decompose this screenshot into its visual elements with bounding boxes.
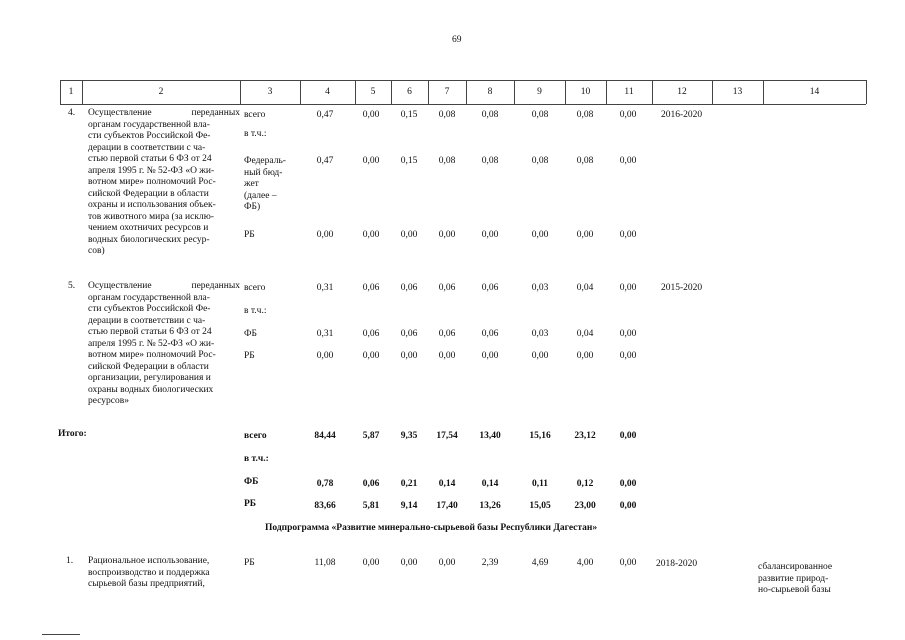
header-top-border <box>60 80 866 81</box>
result-line: развитие природ- <box>758 573 829 584</box>
value-cell: 0,08 <box>531 110 549 120</box>
row-5-src-fb: ФБ <box>244 329 257 339</box>
value-cell: 0,00 <box>438 230 456 240</box>
value-cell: 0,00 <box>619 156 637 166</box>
value-cell: 0,03 <box>531 329 549 339</box>
value-cell: 0,06 <box>400 329 418 339</box>
value-cell: 0,06 <box>362 329 380 339</box>
src-line: ный бюд- <box>244 167 283 178</box>
title-line: апреля 1995 г. № 52-ФЗ «О жи- <box>88 165 215 176</box>
value-cell: 0,06 <box>438 283 456 293</box>
value-cell: 0,14 <box>481 479 499 489</box>
title-line: стью первой статьи 6 ФЗ от 24 <box>88 327 212 337</box>
row-4-src-rb: РБ <box>244 230 255 240</box>
value-cell: 0,06 <box>362 283 380 293</box>
value-cell: 0,00 <box>619 431 637 441</box>
value-cell: 2,39 <box>481 558 499 568</box>
value-cell: 0,08 <box>576 156 594 166</box>
value-cell: 0,00 <box>438 351 456 361</box>
header-cell-9: 9 <box>537 87 542 97</box>
title-line: воспроизводство и поддержка <box>88 567 210 578</box>
value-cell: 0,00 <box>400 558 418 568</box>
row-5-src-total: всего <box>244 283 266 293</box>
value-cell: 0,00 <box>362 110 380 120</box>
header-cell-12: 12 <box>677 87 687 97</box>
value-cell: 0,08 <box>481 110 499 120</box>
value-cell: 0,00 <box>400 351 418 361</box>
value-cell: 0,00 <box>400 230 418 240</box>
title-line: чением охотничих ресурсов и <box>88 223 209 233</box>
value-cell: 5,87 <box>362 431 380 441</box>
value-cell: 13,40 <box>479 431 501 441</box>
result-line: сбалансированное <box>758 562 833 572</box>
row-1-number: 1. <box>66 556 74 566</box>
value-cell: 0,04 <box>576 283 594 293</box>
value-cell: 0,78 <box>316 479 334 489</box>
header-cell-10: 10 <box>580 87 591 97</box>
header-cell-3: 3 <box>267 87 273 97</box>
value-cell: 0,00 <box>531 351 549 361</box>
value-cell: 0,00 <box>619 479 637 489</box>
value-cell: 9,35 <box>400 431 418 441</box>
title-line: Осуществление переданных <box>88 108 240 118</box>
title-line: сырьевой базы предприятий, <box>88 579 205 589</box>
title-line: апреля 1995 г. № 52-ФЗ «О жи- <box>88 338 215 349</box>
header-cell-6: 6 <box>407 87 412 97</box>
header-cell-14: 14 <box>809 87 820 97</box>
value-cell: 4,00 <box>576 558 594 568</box>
header-cell-13: 13 <box>732 87 743 97</box>
value-cell: 0,00 <box>619 558 637 568</box>
value-cell: 0,00 <box>362 351 380 361</box>
value-cell: 0,00 <box>619 501 637 511</box>
header-cell-8: 8 <box>487 87 493 97</box>
title-line: органам государственной вла- <box>88 119 210 130</box>
value-cell: 0,00 <box>362 156 380 166</box>
title-line: сийской Федерации в области <box>88 361 209 372</box>
row-4-src-fed <box>244 156 286 214</box>
row-4-period: 2016-2020 <box>661 110 703 120</box>
row-4-number: 4. <box>68 108 76 118</box>
row-1-src: РБ <box>244 558 255 568</box>
value-cell: 0,14 <box>438 479 456 489</box>
value-cell: 0,00 <box>362 558 380 568</box>
src-line: жет <box>244 179 259 189</box>
title-line: охраны водных биологических <box>88 384 214 395</box>
value-cell: 0,00 <box>619 110 637 120</box>
value-cell: 0,00 <box>362 230 380 240</box>
title-line: организации, регулирования и <box>88 373 211 383</box>
row-5-src-incl: в т.ч.: <box>244 306 267 316</box>
title-line: вотном мире» полномочий Рос- <box>88 350 216 360</box>
value-cell: 0,00 <box>316 230 334 240</box>
page-number: 69 <box>452 35 462 45</box>
value-cell: 15,05 <box>529 501 551 511</box>
itogo-src-total: всего <box>244 431 267 441</box>
title-line: охраны и использования объек- <box>88 200 216 210</box>
row-5-src-rb: РБ <box>244 351 255 361</box>
value-cell: 0,00 <box>481 351 499 361</box>
title-line: сти субъектов Российской Фе- <box>88 304 211 314</box>
title-line: сийской Федерации в области <box>88 188 209 199</box>
value-cell: 0,31 <box>316 283 334 293</box>
itogo-src-rb: РБ <box>244 499 257 509</box>
value-cell: 9,14 <box>400 501 418 511</box>
value-cell: 0,12 <box>576 479 594 489</box>
value-cell: 0,08 <box>481 156 499 166</box>
value-cell: 0,08 <box>576 110 594 120</box>
value-cell: 0,06 <box>400 283 418 293</box>
src-line: Федераль- <box>244 156 286 166</box>
value-cell: 0,00 <box>481 230 499 240</box>
src-line: ФБ) <box>244 202 261 212</box>
footnote-rule <box>42 634 80 635</box>
value-cell: 5,81 <box>362 501 380 511</box>
value-cell: 0,08 <box>438 156 456 166</box>
value-cell: 0,15 <box>400 110 418 120</box>
value-cell: 0,31 <box>316 329 334 339</box>
header-bottom-border <box>60 104 866 105</box>
value-cell: 0,00 <box>576 230 594 240</box>
subprogram-heading: Подпрограмма «Развитие минерально-сырьевой базы Республики Дагестан» <box>265 523 598 533</box>
value-cell: 0,00 <box>576 351 594 361</box>
row-5-title <box>88 281 240 408</box>
src-line: (далее – <box>244 190 277 201</box>
value-cell: 0,08 <box>438 110 456 120</box>
row-4-src-incl: в т.ч.: <box>244 129 267 139</box>
value-cell: 17,54 <box>436 431 458 441</box>
value-cell: 0,00 <box>619 230 637 240</box>
title-line: Осуществление переданных <box>88 281 240 291</box>
value-cell: 0,06 <box>481 329 499 339</box>
value-cell: 0,00 <box>619 329 637 339</box>
row-5-period: 2015-2020 <box>661 283 703 293</box>
value-cell: 0,06 <box>438 329 456 339</box>
title-line: дерации в соответствии с ча- <box>88 315 206 326</box>
itogo-src-fb: ФБ <box>244 477 259 487</box>
title-line: сти субъектов Российской Фе- <box>88 131 211 141</box>
value-cell: 15,16 <box>529 431 551 441</box>
header-cell-7: 7 <box>444 87 450 97</box>
title-line: сов) <box>88 246 105 256</box>
value-cell: 0,47 <box>316 110 334 120</box>
value-cell: 0,08 <box>531 156 549 166</box>
row-1-period: 2018-2020 <box>656 559 698 569</box>
row-1-result <box>758 562 832 597</box>
title-line: вотном мире» полномочий Рос- <box>88 177 216 187</box>
value-cell: 0,00 <box>316 351 334 361</box>
value-cell: 0,03 <box>531 283 549 293</box>
value-cell: 0,00 <box>438 558 456 568</box>
row-4-src-total: всего <box>244 110 266 120</box>
value-cell: 0,04 <box>576 329 594 339</box>
result-line: но-сырьевой базы <box>758 585 831 595</box>
title-line: дерации в соответствии с ча- <box>88 142 206 153</box>
value-cell: 23,12 <box>574 431 596 441</box>
value-cell: 0,47 <box>316 156 334 166</box>
value-cell: 0,06 <box>362 479 380 489</box>
header-cell-1: 1 <box>68 87 74 97</box>
value-cell: 0,06 <box>481 283 499 293</box>
value-cell: 11,08 <box>314 558 336 568</box>
header-cell-2: 2 <box>158 87 164 97</box>
value-cell: 4,69 <box>531 558 549 568</box>
value-cell: 0,15 <box>400 156 418 166</box>
itogo-label: Итого: <box>58 429 87 439</box>
value-cell: 23,00 <box>574 501 596 511</box>
value-cell: 13,26 <box>479 501 501 511</box>
column-divider <box>866 80 867 104</box>
value-cell: 83,66 <box>314 501 336 511</box>
value-cell: 0,00 <box>531 230 549 240</box>
value-cell: 0,00 <box>619 283 637 293</box>
title-line: Рациональное использование, <box>88 556 210 566</box>
value-cell: 0,00 <box>619 351 637 361</box>
title-line: органам государственной вла- <box>88 292 210 303</box>
header-cell-4: 4 <box>325 87 330 97</box>
itogo-src-incl: в т.ч.: <box>244 454 269 464</box>
title-line: водных биологических ресур- <box>88 234 210 245</box>
header-cell-11: 11 <box>624 87 634 97</box>
title-line: ресурсов» <box>88 396 129 406</box>
title-line: тов животного мира (за исклю- <box>88 211 214 222</box>
row-1-title <box>88 556 210 591</box>
value-cell: 0,21 <box>400 479 418 489</box>
value-cell: 0,11 <box>531 479 549 489</box>
row-5-number: 5. <box>68 281 76 291</box>
value-cell: 84,44 <box>314 431 336 441</box>
title-line: стью первой статьи 6 ФЗ от 24 <box>88 154 212 164</box>
row-4-title <box>88 108 240 258</box>
value-cell: 17,40 <box>436 501 458 511</box>
header-cell-5: 5 <box>370 87 376 97</box>
